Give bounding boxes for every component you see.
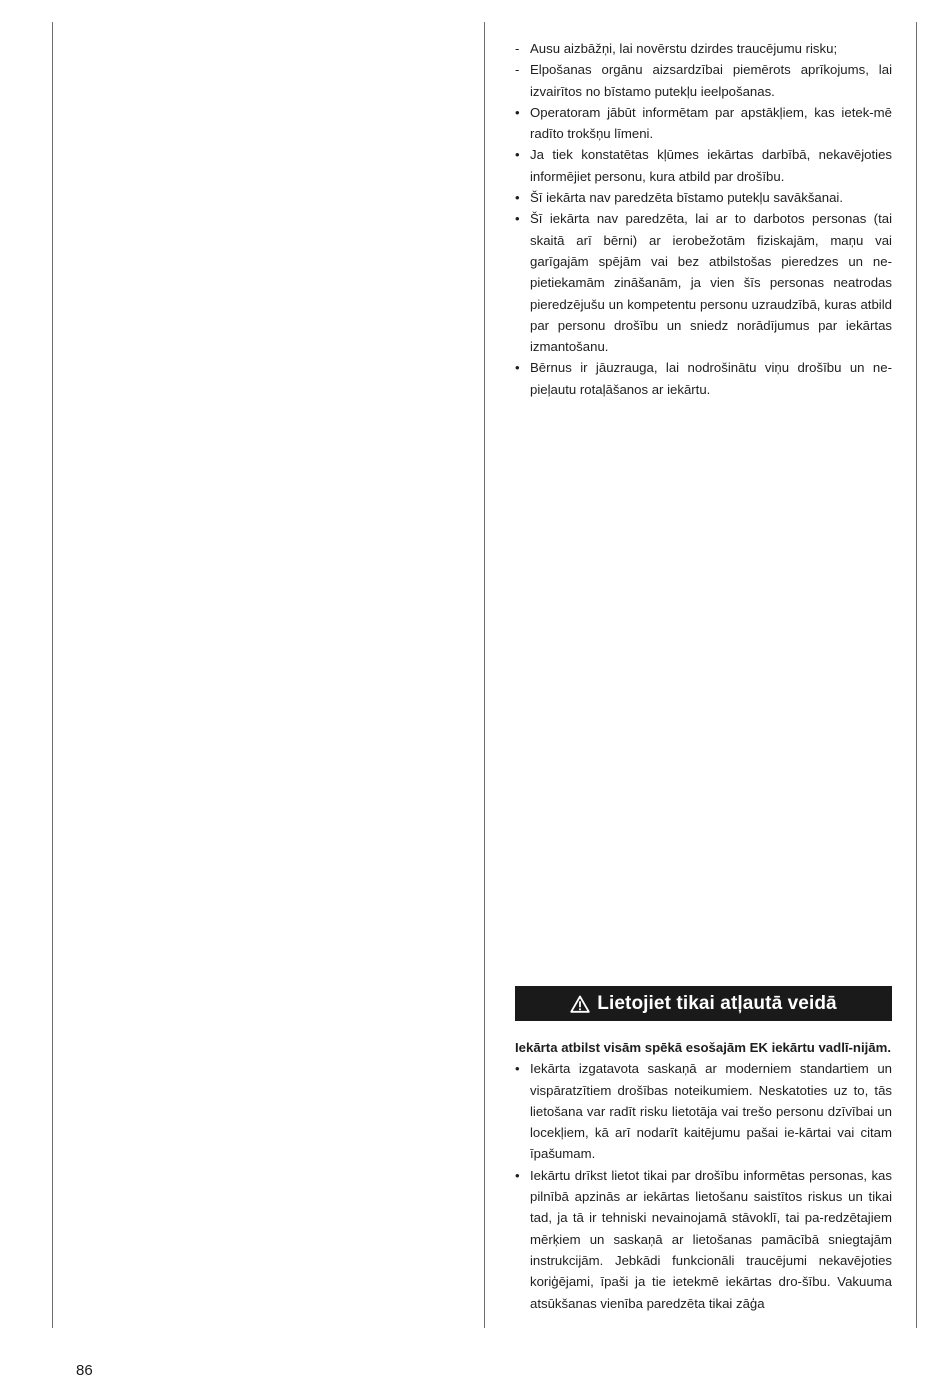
list-item [515,1058,892,1164]
list-item [515,102,892,145]
list-item-text: Operatoram jābūt informētam par apstākļiem, kas ietek-mē radīto trokšņu līmeni. [530,104,892,142]
left-column-rule [52,22,53,1328]
right-column-rule [916,22,917,1328]
list-item [515,1165,892,1314]
list-item-text: Iekārta izgatavota saskaņā ar moderniem standartiem un vispāratzītiem drošības noteikumiem. Neskatoties uz to, tās lietošana var radīt risku lietotāja vai trešo personu dzīvībai un locekļiem, kā arī nodarīt kaitējumu pašai ie-kārtai vai citam īpašumam. [530,1061,892,1162]
list-item [515,187,892,208]
list-item-text: Iekārtu drīkst lietot tikai par drošību informētas personas, kas pilnībā apzinās ar iekārtas lietošanu saistītos riskus un tikai tad, ja tā ir tehniski nevainojamā stāvoklī, tai pa-redzētajiem mērķiem un saskaņā ar lietošanas pamācībā sniegtajām instrukcijām. Jebkādi funkcionāli traucējumi nekavējoties koriģējami, īpaši ja tie ietekmē iekārtas dro-šību. Vakuuma atsūkšanas vienība paredzēta tikai zāģa [530,1167,892,1311]
list-item [515,38,892,59]
section-intro: Iekārta atbilst visām spēkā esošajām EK iekārtu vadlī-nijām. [515,1040,892,1055]
center-column-rule [484,22,485,1328]
list-item [515,144,892,187]
list-item [515,208,892,357]
page-number: 86 [76,1362,93,1379]
list-marker: • [515,1167,520,1183]
list-item-text: Bērnus ir jāuzrauga, lai nodrošinātu viņu drošību un ne-pieļautu rotaļāšanos ar iekārtu. [530,360,892,397]
list-marker: • [515,190,520,206]
section-heading [515,986,892,1021]
list-marker: - [515,62,520,78]
list-item-text: Ja tiek konstatētas kļūmes iekārtas darbībā, nekavējoties informējiet personu, kura atbild par drošību. [530,147,892,184]
warning-triangle-icon [570,995,590,1013]
section-title: Lietojiet tikai atļautā veidā [597,992,837,1014]
safety-list-top [515,38,892,400]
list-item-text: Ausu aizbāžņi, lai novērstu dzirdes traucējumu risku; [530,41,838,56]
list-item-text: Šī iekārta nav paredzēta bīstamo putekļu savākšanai. [530,190,844,206]
section-body [515,1037,892,1314]
list-item [515,59,892,102]
list-marker: • [515,1061,520,1077]
list-marker: - [515,41,520,56]
list-marker: • [515,104,520,120]
list-marker: • [515,360,520,376]
list-item-text: Elpošanas orgānu aizsardzībai piemērots aprīkojums, lai izvairītos no bīstamo putekļu ieelpošanas. [530,62,892,99]
list-item [515,357,892,400]
list-item-text: Šī iekārta nav paredzēta, lai ar to darbotos personas (tai skaitā arī bērni) ar ierobežotām fiziskajām, maņu vai garīgajām spējām vai bez atbilstošas pieredzes un ne-pietiekamām zināšanām, ja vien šīs personas neatrodas pieredzējušu un kompetentu personu uzraudzībā, kuras atbild par personu drošību un sniedz norādījumus par iekārtas izmantošanu. [530,211,892,355]
list-marker: • [515,147,520,163]
list-marker: • [515,211,520,227]
